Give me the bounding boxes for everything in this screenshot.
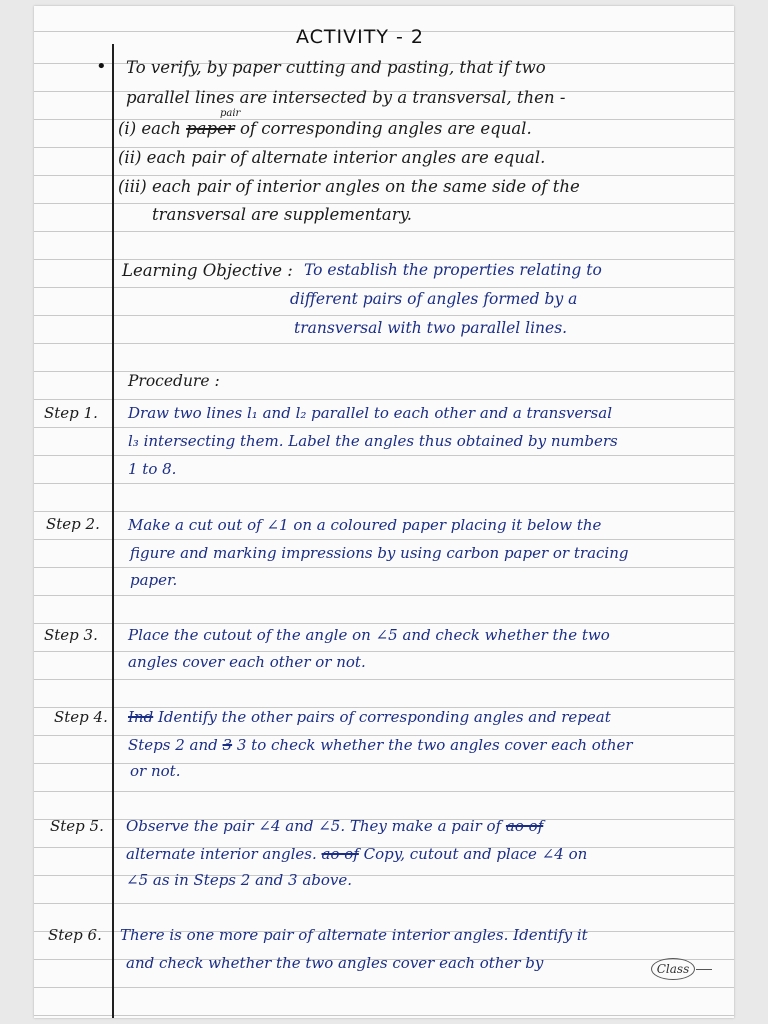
step-2-label: Step 2. [46,515,100,533]
step-6-line-1: There is one more pair of alternate interior angles. Identify it [120,926,588,944]
margin-line [112,44,114,1018]
step-5-line-1-text: Observe the pair ∠4 and ∠5. They make a pair of [126,817,502,835]
step-1-line-3: 1 to 8. [128,460,177,478]
step-2-line-1: Make a cut out of ∠1 on a coloured paper placing it below the [128,516,602,534]
step-1-line-1: Draw two lines l₁ and l₂ parallel to each other and a transversal [128,404,612,422]
class-logo: Class [651,958,695,980]
step-6-label: Step 6. [48,926,102,944]
intro-item-3-line-1: (iii) each pair of interior angles on the same side of the [118,177,580,196]
intro-item-1-insert: pair [220,108,241,119]
step-5-line-2-a: alternate interior angles. [126,845,317,863]
step-5-line-2 [126,845,587,863]
step-4-line-1-text: Identify the other pairs of corresponding angles and repeat [157,708,611,726]
step-3-line-2: angles cover each other or not. [128,653,366,671]
step-6-line-2: and check whether the two angles cover each other by [126,954,544,972]
step-2-line-2: figure and marking impressions by using carbon paper or tracing [130,544,629,562]
intro-item-3-line-2: transversal are supplementary. [152,205,413,224]
step-5-line-1 [126,817,543,835]
intro-item-1-rest: of corresponding angles are equal. [240,119,532,138]
bullet-point: • [96,56,107,77]
step-4-struck-1: Ind [128,708,154,726]
step-4-struck-2: 3 [222,736,233,754]
notebook-page [34,6,734,1018]
step-3-label: Step 3. [44,626,98,644]
step-4-line-2 [128,736,633,754]
procedure-heading: Procedure : [128,372,220,390]
objective-label: Learning Objective : [122,261,293,280]
step-3-line-1: Place the cutout of the angle on ∠5 and check whether the two [128,626,610,644]
step-5-line-3: ∠5 as in Steps 2 and 3 above. [126,871,353,889]
step-4-line-1 [128,708,611,726]
intro-item-1 [118,119,532,138]
logo-underline [696,969,712,970]
page-title: ACTIVITY - 2 [296,26,424,48]
intro-item-2: (ii) each pair of alternate interior angles are equal. [118,148,546,167]
step-5-struck-2: ao of [321,845,359,863]
objective-line-3: transversal with two parallel lines. [294,319,568,337]
intro-line-1: To verify, by paper cutting and pasting, that if two [126,58,546,77]
intro-line-2: parallel lines are intersected by a transversal, then - [126,88,566,107]
step-1-label: Step 1. [44,404,98,422]
step-4-line-3: or not. [130,762,181,780]
step-5-struck-1: ao of [505,817,544,835]
step-2-line-3: paper. [130,571,178,589]
step-4-line-2-b: 3 to check whether the two angles cover each other [236,736,633,754]
step-5-label: Step 5. [50,817,104,835]
objective-line-2: different pairs of angles formed by a [290,290,578,308]
step-4-label: Step 4. [54,708,108,726]
objective-line-1: To establish the properties relating to [304,261,602,279]
intro-item-1-struck: paper [186,119,235,138]
step-1-line-2: l₃ intersecting them. Label the angles thus obtained by numbers [128,432,618,450]
intro-item-1-prefix: (i) each [118,119,181,138]
step-4-line-2-a: Steps 2 and [128,736,218,754]
step-5-line-2-b: Copy, cutout and place ∠4 on [363,845,588,863]
